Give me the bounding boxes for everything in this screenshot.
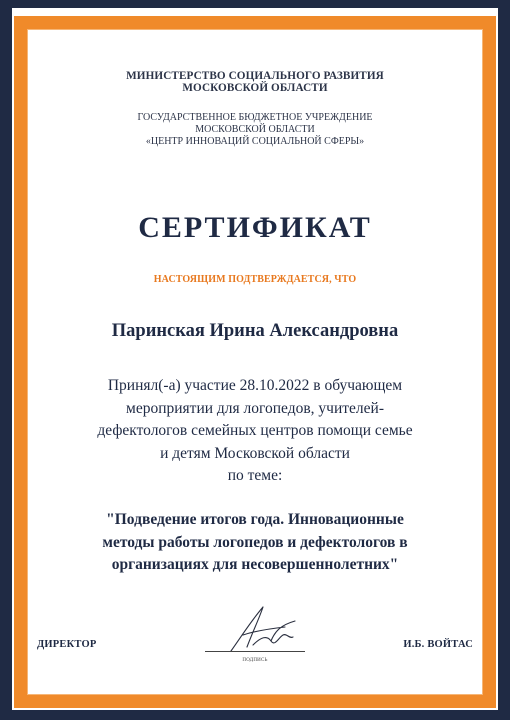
institution-heading [27, 112, 483, 148]
body-line: мероприятии для логопедов, учителей- [126, 399, 384, 417]
topic-line: "Подведение итогов года. Инновационные [106, 511, 404, 528]
participation-text [27, 375, 483, 488]
topic-line: организациях для несовершеннолетних" [111, 556, 399, 573]
event-topic [27, 509, 483, 577]
ministry-heading [27, 70, 483, 94]
certificate-content [27, 29, 483, 695]
director-name: И.Б. ВОЙТАС [403, 639, 473, 650]
body-line: и детям Московской области [160, 444, 350, 462]
director-label: ДИРЕКТОР [37, 639, 97, 650]
institution-line-2: МОСКОВСКОЙ ОБЛАСТИ [195, 124, 315, 135]
institution-line-3: «ЦЕНТР ИННОВАЦИЙ СОЦИАЛЬНОЙ СФЕРЫ» [145, 136, 365, 147]
body-line: Принял(-а) участие 28.10.2022 в обучающем [107, 377, 403, 394]
body-line: дефектологов семейных центров помощи семье [97, 422, 413, 439]
signature-row [27, 629, 483, 669]
ministry-line-1: МИНИСТЕРСТВО СОЦИАЛЬНОГО РАЗВИТИЯ [126, 70, 384, 82]
body-line: по теме: [227, 467, 283, 484]
confirmation-text: НАСТОЯЩИМ ПОДТВЕРЖДАЕТСЯ, ЧТО [153, 274, 357, 285]
ministry-line-2: МОСКОВСКОЙ ОБЛАСТИ [182, 82, 328, 94]
certificate-title: СЕРТИФИКАТ [138, 211, 372, 244]
signature-caption: ПОДПИСЬ [242, 658, 268, 663]
topic-line: методы работы логопедов и дефектологов в [102, 533, 408, 551]
institution-line-1: ГОСУДАРСТВЕННОЕ БЮДЖЕТНОЕ УЧРЕЖДЕНИЕ [137, 112, 373, 123]
recipient-name: Паринская Ирина Александровна [111, 321, 399, 341]
signature-line [205, 651, 305, 652]
